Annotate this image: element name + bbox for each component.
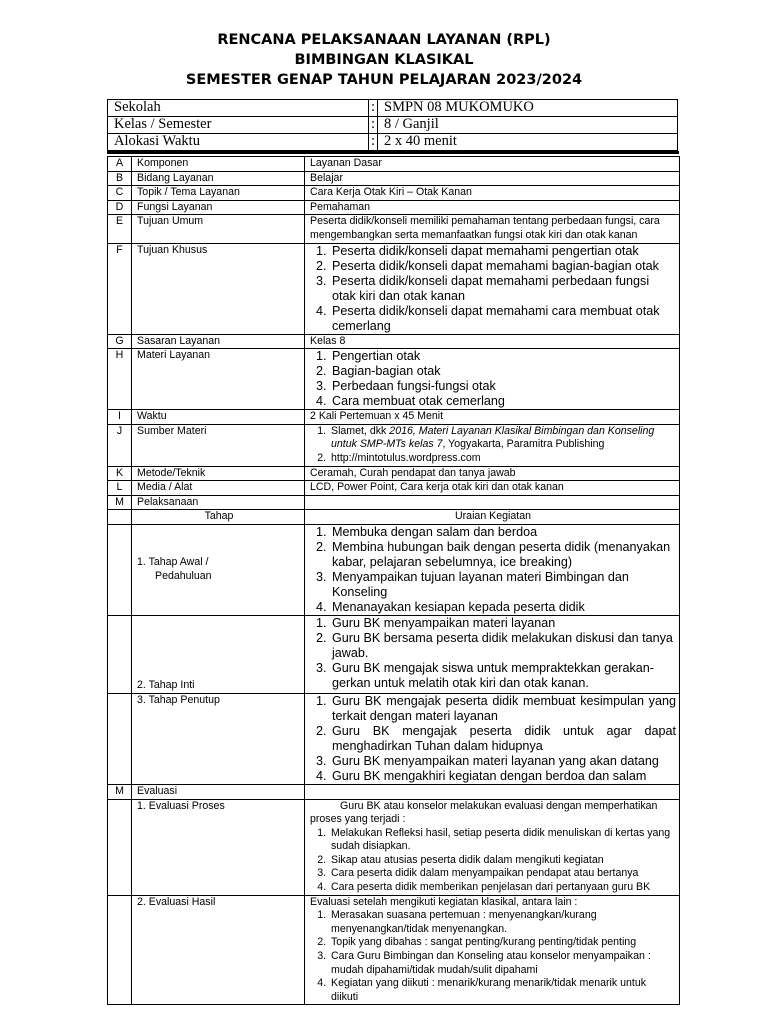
table-row bbox=[108, 615, 680, 693]
list-item: 3. Menyampaikan tujuan layanan materi Bimbingan dan Konseling bbox=[330, 570, 676, 600]
row-value: Kelas 8 bbox=[305, 334, 680, 349]
row-key bbox=[108, 799, 132, 895]
row-value: Ceramah, Curah pendapat dan tanya jawab bbox=[305, 466, 680, 481]
row-label: Metode/Teknik bbox=[132, 466, 305, 481]
row-value bbox=[305, 349, 680, 410]
column-header-uraian: Uraian Kegiatan bbox=[305, 510, 680, 525]
table-row bbox=[108, 784, 680, 799]
row-key: H bbox=[108, 349, 132, 410]
evaluation-content bbox=[305, 799, 680, 895]
list-item: 4. Guru BK mengakhiri kegiatan dengan berdoa dan salam bbox=[330, 769, 676, 784]
list-item: 4. Kegiatan yang diikuti : menarik/kurang menarik/tidak menarik untuk diikuti bbox=[329, 977, 676, 1004]
identity-label: Kelas / Semester bbox=[108, 117, 369, 134]
list-item: 2. Guru BK mengajak peserta didik untuk agar dapat menghadirkan Tuhan dalam hidupnya bbox=[330, 724, 676, 754]
row-key: J bbox=[108, 424, 132, 466]
table-row bbox=[108, 334, 680, 349]
identity-row bbox=[108, 117, 678, 134]
row-key: L bbox=[108, 481, 132, 496]
row-value bbox=[305, 243, 680, 334]
row-key bbox=[108, 895, 132, 1005]
row-key: B bbox=[108, 171, 132, 186]
stage-label bbox=[132, 524, 305, 615]
list-item: 4. Cara membuat otak cemerlang bbox=[330, 394, 676, 409]
tujuan-khusus-list bbox=[310, 244, 676, 334]
row-value: 2 Kali Pertemuan x 45 Menit bbox=[305, 410, 680, 425]
table-row bbox=[108, 481, 680, 496]
identity-sep: : bbox=[369, 117, 378, 134]
list-item: 4. Menanayakan kesiapan kepada peserta didik bbox=[330, 600, 676, 615]
materi-list bbox=[310, 349, 676, 409]
source-title: 2016, Materi Layanan Klasikal Bimbingan dan Konseling untuk SMP-MTs kelas 7 bbox=[331, 424, 655, 451]
list-item: 1. Peserta didik/konseli dapat memahami pengertian otak bbox=[330, 244, 676, 259]
evaluation-intro: Guru BK atau konselor melakukan evaluasi dengan memperhatikan proses yang terjadi : bbox=[310, 799, 658, 826]
identity-sep: : bbox=[369, 100, 378, 117]
stage-label: 3. Tahap Penutup bbox=[132, 693, 305, 784]
stage-activities bbox=[305, 693, 680, 784]
sumber-list bbox=[310, 425, 676, 466]
table-row bbox=[108, 410, 680, 425]
stage-label: 2. Tahap Inti bbox=[132, 615, 305, 693]
list-item: 2. Peserta didik/konseli dapat memahami bagian-bagian otak bbox=[330, 259, 676, 274]
row-label: Tujuan Khusus bbox=[132, 243, 305, 334]
row-key: A bbox=[108, 157, 132, 172]
row-key: C bbox=[108, 186, 132, 201]
identity-row bbox=[108, 134, 678, 151]
row-key bbox=[108, 693, 132, 784]
stage-label-line: 1. Tahap Awal / bbox=[137, 556, 209, 569]
row-key bbox=[108, 510, 132, 525]
table-row bbox=[108, 799, 680, 895]
table-row bbox=[108, 186, 680, 201]
source-author: Slamet, dkk bbox=[331, 424, 390, 437]
table-row bbox=[108, 349, 680, 410]
list-item: 1. Guru BK menyampaikan materi layanan bbox=[330, 616, 676, 631]
row-key bbox=[108, 524, 132, 615]
row-value bbox=[305, 784, 680, 799]
identity-value: 8 / Ganjil bbox=[378, 117, 678, 134]
table-row bbox=[108, 171, 680, 186]
row-label: Tujuan Umum bbox=[132, 215, 305, 243]
row-label: Waktu bbox=[132, 410, 305, 425]
document-semester: SEMESTER GENAP TAHUN PELAJARAN 2023/2024 bbox=[185, 72, 583, 88]
table-row bbox=[108, 466, 680, 481]
list-item: 3. Perbedaan fungsi-fungsi otak bbox=[330, 379, 676, 394]
row-label: Media / Alat bbox=[132, 481, 305, 496]
activity-list bbox=[310, 694, 676, 784]
identity-sep: : bbox=[369, 134, 378, 151]
source-publisher: , Yogyakarta, Paramitra Publishing bbox=[442, 438, 605, 451]
list-item: 3. Cara peserta didik dalam menyampaikan pendapat atau bertanya bbox=[329, 867, 676, 881]
row-value: Pemahaman bbox=[305, 200, 680, 215]
identity-row bbox=[108, 100, 678, 117]
table-row bbox=[108, 424, 680, 466]
row-key: I bbox=[108, 410, 132, 425]
row-key: D bbox=[108, 200, 132, 215]
list-item: 3. Peserta didik/konseli dapat memahami perbedaan fungsi otak kiri dan otak kanan bbox=[330, 274, 676, 304]
list-item: 3. Guru BK menyampaikan materi layanan yang akan datang bbox=[330, 754, 676, 769]
row-value: Layanan Dasar bbox=[305, 157, 680, 172]
list-item: 2. http://mintotulus.wordpress.com bbox=[329, 452, 676, 466]
evaluation-label: 1. Evaluasi Proses bbox=[132, 799, 305, 895]
row-label: Evaluasi bbox=[132, 784, 305, 799]
row-key: M bbox=[108, 784, 132, 799]
row-key: G bbox=[108, 334, 132, 349]
row-label: Materi Layanan bbox=[132, 349, 305, 410]
row-key: E bbox=[108, 215, 132, 243]
list-item: 3. Cara Guru Bimbingan dan Konseling atau konselor menyampaikan : mudah dipahami/tidak mudah/sulit dipahami bbox=[329, 950, 676, 977]
list-item: 2. Membina hubungan baik dengan peserta didik (menanyakan kabar, pelajaran sebelumnya, ice breaking) bbox=[330, 540, 676, 570]
activity-list bbox=[310, 616, 676, 691]
table-row bbox=[108, 243, 680, 334]
row-key bbox=[108, 615, 132, 693]
evaluation-content bbox=[305, 895, 680, 1005]
row-label: Sumber Materi bbox=[132, 424, 305, 466]
list-item: 4. Peserta didik/konseli dapat memahami cara membuat otak cemerlang bbox=[330, 304, 676, 334]
document-title: RENCANA PELAKSANAAN LAYANAN (RPL) bbox=[217, 32, 551, 48]
identity-value: 2 x 40 menit bbox=[378, 134, 678, 151]
section-divider bbox=[107, 151, 679, 154]
identity-label: Sekolah bbox=[108, 100, 369, 117]
stage-label-line: Pedahuluan bbox=[155, 569, 212, 582]
list-item: 1. Melakukan Refleksi hasil, setiap peserta didik menuliskan di kertas yang sudah disiapkan. bbox=[329, 827, 676, 854]
list-item: 1. Membuka dengan salam dan berdoa bbox=[330, 525, 676, 540]
row-label: Topik / Tema Layanan bbox=[132, 186, 305, 201]
list-item: 1. Pengertian otak bbox=[330, 349, 676, 364]
evaluation-list bbox=[310, 827, 676, 895]
identity-label: Alokasi Waktu bbox=[108, 134, 369, 151]
table-row bbox=[108, 215, 680, 243]
row-value bbox=[305, 495, 680, 510]
stage-activities bbox=[305, 524, 680, 615]
evaluation-list bbox=[310, 909, 676, 1004]
stage-activities bbox=[305, 615, 680, 693]
list-item: 2. Sikap atau atusias peserta didik dalam mengikuti kegiatan bbox=[329, 854, 676, 868]
row-label: Fungsi Layanan bbox=[132, 200, 305, 215]
list-item: 4. Cara peserta didik memberikan penjelasan dari pertanyaan guru BK bbox=[329, 881, 676, 895]
table-row bbox=[108, 693, 680, 784]
list-item: 2. Bagian-bagian otak bbox=[330, 364, 676, 379]
row-value: Belajar bbox=[305, 171, 680, 186]
row-label: Komponen bbox=[132, 157, 305, 172]
table-row bbox=[108, 524, 680, 615]
activity-list bbox=[310, 525, 676, 615]
table-row bbox=[108, 895, 680, 1005]
row-value: Cara Kerja Otak Kiri – Otak Kanan bbox=[305, 186, 680, 201]
row-value bbox=[305, 424, 680, 466]
identity-table bbox=[107, 99, 678, 151]
plan-table bbox=[107, 156, 680, 1005]
row-label: Bidang Layanan bbox=[132, 171, 305, 186]
list-item: 1. Merasakan suasana pertemuan : menyenangkan/kurang menyenangkan/tidak menyenangkan. bbox=[329, 909, 676, 936]
column-header-tahap: Tahap bbox=[132, 510, 305, 525]
table-row bbox=[108, 157, 680, 172]
list-item: 2. Guru BK bersama peserta didik melakukan diskusi dan tanya jawab. bbox=[330, 631, 676, 661]
row-value: Peserta didik/konseli memiliki pemahaman tentang perbedaan fungsi, cara mengembangkan serta memanfaatkan fungsi otak kiri dan otak kanan bbox=[305, 215, 680, 243]
identity-value: SMPN 08 MUKOMUKO bbox=[378, 100, 678, 117]
list-item: 1. Guru BK mengajak peserta didik membuat kesimpulan yang terkait dengan materi layanan bbox=[330, 694, 676, 724]
row-label: Pelaksanaan bbox=[132, 495, 305, 510]
list-item: 3. Guru BK mengajak siswa untuk mempraktekkan gerakan-gerkan untuk melatih otak kiri dan otak kanan. bbox=[330, 661, 676, 691]
row-key: K bbox=[108, 466, 132, 481]
list-item bbox=[329, 425, 676, 452]
row-label: Sasaran Layanan bbox=[132, 334, 305, 349]
evaluation-intro: Evaluasi setelah mengikuti kegiatan klasikal, antara lain : bbox=[310, 895, 578, 908]
list-item: 2. Topik yang dibahas : sangat penting/kurang penting/tidak penting bbox=[329, 936, 676, 950]
table-row bbox=[108, 495, 680, 510]
table-row bbox=[108, 200, 680, 215]
row-key: F bbox=[108, 243, 132, 334]
document-subtitle: BIMBINGAN KLASIKAL bbox=[294, 52, 474, 68]
row-value: LCD, Power Point, Cara kerja otak kiri dan otak kanan bbox=[305, 481, 680, 496]
evaluation-label: 2. Evaluasi Hasil bbox=[132, 895, 305, 1005]
row-key: M bbox=[108, 495, 132, 510]
table-row bbox=[108, 510, 680, 525]
